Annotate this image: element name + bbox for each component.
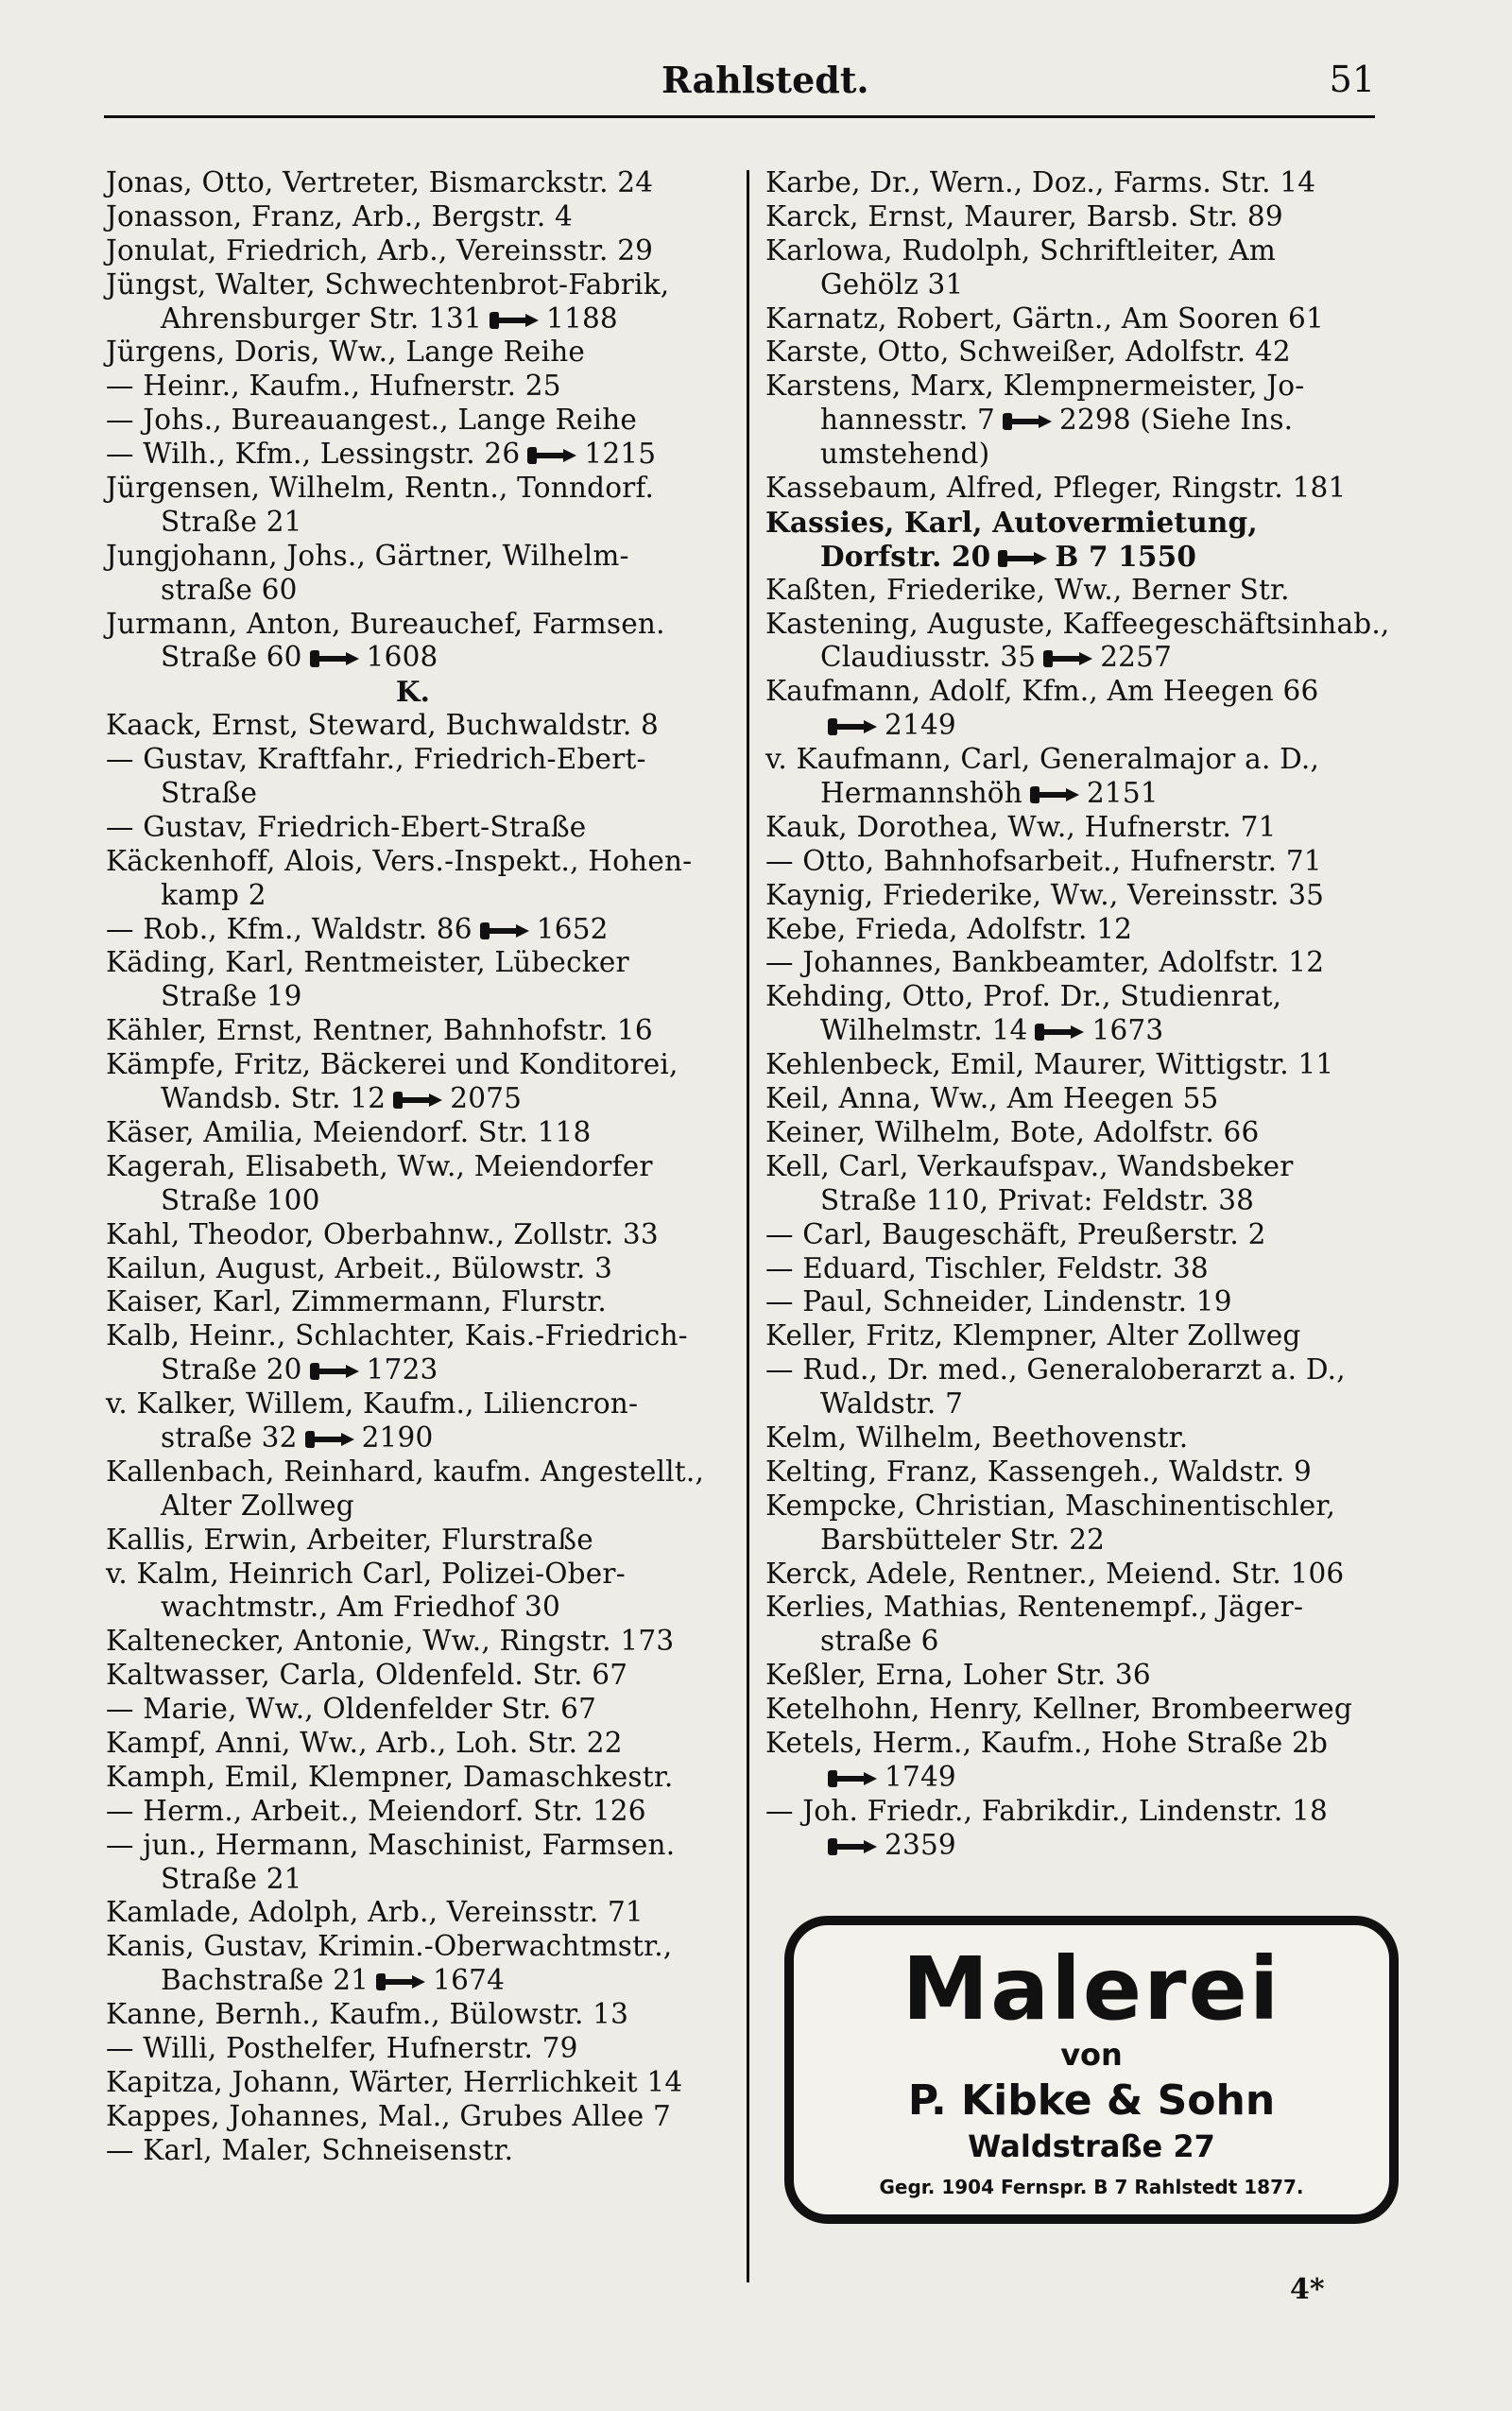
entry-text: Keßler, Erna, Loher Str. 36 (765, 1659, 1151, 1692)
directory-line (106, 1490, 720, 1524)
phone-number: 1673 (1091, 1014, 1164, 1047)
entry-text: Käding, Karl, Rentmeister, Lübecker (106, 946, 629, 979)
directory-line (106, 1591, 720, 1625)
entry-text: Kamph, Emil, Klempner, Damaschkestr. (106, 1760, 674, 1793)
page-number: 51 (1329, 59, 1375, 100)
directory-line (106, 879, 720, 913)
directory-line (106, 777, 720, 811)
entry-text: Kerlies, Mathias, Rentenempf., Jäger- (765, 1591, 1304, 1624)
directory-line (765, 1727, 1384, 1761)
telephone-icon (826, 1838, 877, 1855)
telephone-icon (1001, 413, 1052, 430)
directory-line (765, 641, 1384, 675)
entry-text: Jonas, Otto, Vertreter, Bismarckstr. 24 (106, 166, 654, 198)
entry-text: v. Kalker, Willem, Kaufm., Liliencron- (106, 1387, 639, 1421)
directory-line (765, 438, 1384, 472)
directory-line (765, 709, 1384, 743)
entry-text: Kelm, Wilhelm, Beethovenstr. (765, 1421, 1189, 1454)
entry-text: Karstens, Marx, Klempnermeister, Jo- (765, 370, 1305, 403)
directory-line (106, 1116, 720, 1150)
telephone-icon (374, 1973, 425, 1990)
entry-text: Kallis, Erwin, Arbeiter, Flurstraße (106, 1523, 593, 1556)
entry-text: Jüngst, Walter, Schwechtenbrot-Fabrik, (106, 267, 670, 301)
entry-text: — Paul, Schneider, Lindenstr. 19 (765, 1285, 1232, 1318)
directory-line (765, 1625, 1384, 1659)
directory-line (765, 1387, 1384, 1421)
entry-text: Käckenhoff, Alois, Vers.-Inspekt., Hohen- (106, 844, 693, 877)
telephone-icon (1041, 650, 1092, 667)
telephone-icon (488, 312, 539, 329)
directory-line (106, 845, 720, 879)
entry-text: Kassies, Karl, Autovermietung, (765, 505, 1258, 539)
phone-number: 2359 (885, 1828, 956, 1861)
phone-number: 2149 (885, 709, 956, 742)
entry-text: — Eduard, Tischler, Feldstr. 38 (765, 1251, 1209, 1284)
directory-line (106, 1761, 720, 1795)
entry-text: Jonulat, Friedrich, Arb., Vereinsstr. 29 (106, 233, 654, 267)
directory-line (765, 1490, 1384, 1524)
directory-line (106, 472, 720, 506)
entry-text: Kallenbach, Reinhard, kaufm. Angestellt., (106, 1455, 705, 1488)
directory-line (106, 2134, 720, 2168)
directory-line (765, 1693, 1384, 1727)
entry-text: Käser, Amilia, Meiendorf. Str. 118 (106, 1115, 592, 1148)
directory-line (106, 1863, 720, 1897)
phone-number: 1749 (885, 1760, 956, 1793)
directory-line (765, 506, 1384, 540)
directory-line (765, 1421, 1384, 1455)
entry-text: v. Kalm, Heinrich Carl, Polizei-Ober- (106, 1557, 626, 1590)
directory-line (106, 1353, 720, 1387)
entry-text: Straße 110, Privat: Feldstr. 38 (820, 1183, 1255, 1216)
telephone-icon (1028, 786, 1079, 803)
entry-text: Ahrensburger Str. 131 (161, 301, 482, 335)
entry-text: Straße 60 (161, 641, 302, 674)
directory-line (106, 1048, 720, 1082)
ad-von: von (1060, 2037, 1123, 2073)
entry-text: — Rob., Kfm., Waldstr. 86 (106, 912, 472, 945)
directory-line (765, 777, 1384, 811)
directory-line (765, 946, 1384, 980)
directory-line (765, 166, 1384, 200)
directory-line (765, 743, 1384, 777)
running-title: Rahlstedt. (662, 59, 869, 101)
entry-text: Karck, Ernst, Maurer, Barsb. Str. 89 (765, 199, 1283, 232)
directory-line (106, 1285, 720, 1319)
directory-line (106, 1727, 720, 1761)
entry-text: Kehding, Otto, Prof. Dr., Studienrat, (765, 980, 1282, 1013)
directory-line (106, 574, 720, 608)
entry-text: Jonasson, Franz, Arb., Bergstr. 4 (106, 199, 573, 232)
entry-text: Claudiusstr. 35 (820, 641, 1037, 674)
entry-text: Kastening, Auguste, Kaffeegeschäftsinhab., (765, 607, 1390, 640)
directory-line (106, 404, 720, 438)
directory-line (765, 1455, 1384, 1490)
directory-line (765, 1150, 1384, 1184)
left-column (106, 166, 720, 2168)
right-column (765, 166, 1390, 1863)
entry-text: Kehlenbeck, Emil, Maurer, Wittigstr. 11 (765, 1048, 1334, 1081)
directory-line (106, 2032, 720, 2066)
phone-number: 1674 (433, 1964, 506, 1997)
entry-text: Keiner, Wilhelm, Bote, Adolfstr. 66 (765, 1115, 1260, 1148)
entry-text: Kailun, August, Arbeit., Bülowstr. 3 (106, 1251, 613, 1284)
phone-number: 2151 (1086, 777, 1159, 810)
entry-text: Kaßten, Friederike, Ww., Berner Str. (765, 573, 1290, 606)
entry-text: — Heinr., Kaufm., Hufnerstr. 25 (106, 370, 561, 403)
phone-number: 2075 (450, 1082, 523, 1115)
entry-text: wachtmstr., Am Friedhof 30 (161, 1591, 560, 1624)
entry-text: straße 6 (820, 1625, 939, 1658)
entry-text: Wandsb. Str. 12 (161, 1082, 387, 1115)
directory-line (765, 1829, 1384, 1863)
entry-text: Straße 19 (161, 980, 302, 1013)
entry-text: Kalb, Heinr., Schlachter, Kais.-Friedrich- (106, 1319, 688, 1352)
directory-line (106, 540, 720, 574)
directory-line (765, 845, 1384, 879)
phone-number: 2298 (Siehe Ins. (1058, 404, 1294, 437)
directory-line (106, 200, 720, 234)
directory-line (765, 1319, 1384, 1353)
directory-line (765, 370, 1384, 404)
phone-number: 1723 (366, 1353, 438, 1386)
directory-line (765, 1184, 1384, 1218)
entry-text: Kappes, Johannes, Mal., Grubes Allee 7 (106, 2099, 671, 2132)
entry-text: Jürgens, Doris, Ww., Lange Reihe (106, 336, 586, 369)
directory-line (106, 1319, 720, 1353)
directory-line (765, 811, 1384, 845)
directory-line (765, 574, 1384, 608)
entry-text: Kämpfe, Fritz, Bäckerei und Konditorei, (106, 1048, 679, 1081)
directory-line (106, 1387, 720, 1421)
page-header (104, 59, 1375, 115)
directory-line (765, 1659, 1384, 1693)
entry-text: Alter Zollweg (161, 1489, 354, 1522)
entry-text: — Gustav, Kraftfahr., Friedrich-Ebert- (106, 743, 646, 776)
entry-text: Kähler, Ernst, Rentner, Bahnhofstr. 16 (106, 1014, 653, 1047)
directory-line (106, 336, 720, 370)
entry-text: Gehölz 31 (820, 267, 964, 301)
directory-line (765, 1761, 1384, 1795)
directory-line (765, 540, 1384, 574)
directory-line (765, 336, 1384, 370)
directory-line (106, 1082, 720, 1116)
entry-text: Jungjohann, Johs., Gärtner, Wilhelm- (106, 539, 629, 572)
entry-text: straße 60 (161, 573, 298, 606)
entry-text: Bachstraße 21 (161, 1964, 369, 1997)
phone-number: 1188 (546, 301, 618, 335)
entry-text: Kaynig, Friederike, Ww., Vereinsstr. 35 (765, 878, 1325, 911)
directory-line (765, 200, 1384, 234)
entry-text: umstehend) (820, 438, 990, 471)
directory-line (106, 2066, 720, 2100)
entry-text: Kagerah, Elisabeth, Ww., Meiendorfer (106, 1149, 653, 1182)
directory-line (765, 675, 1384, 709)
entry-text: Waldstr. 7 (820, 1387, 964, 1421)
directory-line (765, 1591, 1384, 1625)
header-rule (104, 115, 1375, 118)
directory-line (106, 1693, 720, 1727)
telephone-icon (308, 1363, 359, 1380)
ad-firm-name: P. Kibke & Sohn (907, 2076, 1276, 2125)
entry-text: Kassebaum, Alfred, Pfleger, Ringstr. 181 (765, 472, 1347, 505)
entry-text: Kamlade, Adolph, Arb., Vereinsstr. 71 (106, 1896, 644, 1929)
directory-line (106, 1795, 720, 1829)
entry-text: v. Kaufmann, Carl, Generalmajor a. D., (765, 743, 1320, 776)
directory-line (765, 302, 1384, 336)
entry-text: Hermannshöh (820, 777, 1022, 810)
entry-text: Kerck, Adele, Rentner., Meiend. Str. 106 (765, 1557, 1345, 1590)
section-letter (106, 675, 720, 709)
directory-line (765, 1014, 1384, 1048)
entry-text: Kaltwasser, Carla, Oldenfeld. Str. 67 (106, 1659, 628, 1692)
directory-line (106, 811, 720, 845)
directory-line (106, 506, 720, 540)
entry-text: Karlowa, Rudolph, Schriftleiter, Am (765, 233, 1277, 267)
column-divider (747, 170, 749, 2282)
directory-line (106, 641, 720, 675)
entry-text: — Rud., Dr. med., Generaloberarzt a. D., (765, 1353, 1346, 1386)
directory-line (106, 1455, 720, 1490)
entry-text: Straße 100 (161, 1183, 320, 1216)
directory-line (106, 1625, 720, 1659)
phone-number: 1652 (536, 912, 609, 945)
entry-text: — Carl, Baugeschäft, Preußerstr. 2 (765, 1217, 1266, 1250)
directory-line (106, 370, 720, 404)
entry-text: — Joh. Friedr., Fabrikdir., Lindenstr. 18 (765, 1794, 1328, 1827)
directory-line (765, 1082, 1384, 1116)
directory-line (106, 709, 720, 743)
directory-line (106, 1930, 720, 1964)
directory-line (106, 234, 720, 268)
directory-line (765, 1048, 1384, 1082)
entry-text: — Karl, Maler, Schneisenstr. (106, 2133, 514, 2166)
entry-text: Karste, Otto, Schweißer, Adolfstr. 42 (765, 336, 1291, 369)
entry-text: — Herm., Arbeit., Meiendorf. Str. 126 (106, 1794, 646, 1827)
directory-line (106, 1014, 720, 1048)
telephone-icon (1033, 1024, 1084, 1041)
entry-text: — Gustav, Friedrich-Ebert-Straße (106, 810, 587, 843)
directory-line (106, 302, 720, 336)
directory-line (765, 1558, 1384, 1592)
directory-line (106, 1524, 720, 1558)
directory-line (106, 1896, 720, 1930)
entry-text: Wilhelmstr. 14 (820, 1014, 1028, 1047)
directory-line (765, 472, 1384, 506)
telephone-icon (996, 550, 1047, 567)
telephone-icon (308, 650, 359, 667)
directory-line (106, 1964, 720, 1998)
directory-line (106, 1558, 720, 1592)
phone-number: 1215 (584, 438, 657, 471)
entry-text: Kebe, Frieda, Adolfstr. 12 (765, 912, 1133, 945)
entry-text: Ketelhohn, Henry, Kellner, Brombeerweg (765, 1693, 1353, 1726)
entry-text: Keller, Fritz, Klempner, Alter Zollweg (765, 1319, 1301, 1352)
entry-text: Kauk, Dorothea, Ww., Hufnerstr. 71 (765, 810, 1277, 843)
directory-line (765, 1353, 1384, 1387)
entry-text: Kanis, Gustav, Krimin.-Oberwachtmstr., (106, 1930, 673, 1963)
phone-number: 2257 (1100, 641, 1173, 674)
entry-text: Kampf, Anni, Ww., Arb., Loh. Str. 22 (106, 1726, 623, 1759)
directory-line (106, 946, 720, 980)
directory-line (106, 980, 720, 1014)
entry-text: Kapitza, Johann, Wärter, Herrlichkeit 14 (106, 2065, 683, 2098)
directory-line (765, 1524, 1384, 1558)
entry-text: — Marie, Ww., Oldenfelder Str. 67 (106, 1693, 597, 1726)
directory-line (765, 404, 1384, 438)
directory-line (765, 234, 1384, 268)
entry-text: — Wilh., Kfm., Lessingstr. 26 (106, 438, 521, 471)
ad-headline: Malerei (902, 1938, 1281, 2040)
ad-street: Waldstraße 27 (968, 2128, 1215, 2164)
entry-text: Kaufmann, Adolf, Kfm., Am Heegen 66 (765, 675, 1319, 708)
entry-text: Kell, Carl, Verkaufspav., Wandsbeker (765, 1149, 1294, 1182)
entry-text: Karbe, Dr., Wern., Doz., Farms. Str. 14 (765, 166, 1316, 198)
entry-text: — Willi, Posthelfer, Hufnerstr. 79 (106, 2031, 578, 2064)
entry-text: Karnatz, Robert, Gärtn., Am Sooren 61 (765, 301, 1324, 335)
directory-line (106, 1659, 720, 1693)
entry-text: — Otto, Bahnhofsarbeit., Hufnerstr. 71 (765, 844, 1322, 877)
directory-line (106, 438, 720, 472)
advertisement-box (784, 1916, 1399, 2224)
directory-line (106, 1150, 720, 1184)
entry-text: Straße 21 (161, 1862, 302, 1895)
directory-line (765, 268, 1384, 302)
sheet-signature: 4* (1290, 2273, 1325, 2306)
directory-line (765, 1116, 1384, 1150)
directory-line (106, 1252, 720, 1286)
entry-text: Kanne, Bernh., Kaufm., Bülowstr. 13 (106, 1998, 629, 2031)
directory-line (106, 166, 720, 200)
entry-text: Kempcke, Christian, Maschinentischler, (765, 1489, 1336, 1522)
directory-line (106, 1218, 720, 1252)
directory-line (106, 268, 720, 302)
directory-line (106, 1998, 720, 2032)
telephone-icon (391, 1092, 442, 1109)
entry-text: K. (395, 675, 431, 709)
entry-text: Kahl, Theodor, Oberbahnw., Zollstr. 33 (106, 1217, 659, 1250)
directory-line (106, 913, 720, 947)
entry-text: hannesstr. 7 (820, 404, 995, 437)
directory-line (106, 608, 720, 642)
entry-text: Straße (161, 777, 258, 810)
entry-text: Barsbütteler Str. 22 (820, 1523, 1106, 1556)
entry-text: — Johs., Bureauangest., Lange Reihe (106, 404, 638, 437)
entry-text: Keil, Anna, Ww., Am Heegen 55 (765, 1082, 1219, 1115)
entry-text: Straße 21 (161, 505, 302, 538)
entry-text: Jurmann, Anton, Bureauchef, Farmsen. (106, 607, 665, 640)
entry-text: kamp 2 (161, 878, 266, 911)
directory-line (106, 2100, 720, 2134)
entry-text: Straße 20 (161, 1353, 302, 1386)
telephone-icon (826, 718, 877, 735)
entry-text: — Johannes, Bankbeamter, Adolfstr. 12 (765, 946, 1325, 979)
directory-line (765, 607, 1390, 642)
directory-line (765, 1285, 1384, 1319)
entry-text: Kaack, Ernst, Steward, Buchwaldstr. 8 (106, 709, 659, 742)
entry-text: Dorfstr. 20 (820, 539, 991, 573)
directory-line (106, 1421, 720, 1455)
telephone-icon (525, 447, 576, 464)
entry-text: Ketels, Herm., Kaufm., Hohe Straße 2b (765, 1726, 1329, 1759)
directory-line (106, 1184, 720, 1218)
entry-text: — jun., Hermann, Maschinist, Farmsen. (106, 1828, 676, 1861)
telephone-icon (303, 1431, 354, 1448)
directory-line (765, 913, 1384, 947)
phone-number: B 7 1550 (1055, 539, 1197, 573)
telephone-icon (826, 1770, 877, 1787)
entry-text: Kaltenecker, Antonie, Ww., Ringstr. 173 (106, 1625, 675, 1658)
directory-line (765, 1795, 1384, 1829)
entry-text: Kelting, Franz, Kassengeh., Waldstr. 9 (765, 1455, 1312, 1488)
directory-line (106, 1829, 720, 1863)
phone-number: 2190 (361, 1421, 434, 1454)
directory-line (765, 1218, 1384, 1252)
directory-line (765, 879, 1384, 913)
telephone-icon (478, 922, 529, 939)
phone-number: 1608 (366, 641, 438, 674)
directory-line (765, 980, 1384, 1014)
ad-footer: Gegr. 1904 Fernspr. B 7 Rahlstedt 1877. (879, 2176, 1304, 2198)
directory-line (765, 1252, 1384, 1286)
entry-text: straße 32 (161, 1421, 298, 1454)
directory-line (106, 743, 720, 777)
entry-text: Jürgensen, Wilhelm, Rentn., Tonndorf. (106, 472, 655, 505)
entry-text: Kaiser, Karl, Zimmermann, Flurstr. (106, 1285, 607, 1318)
